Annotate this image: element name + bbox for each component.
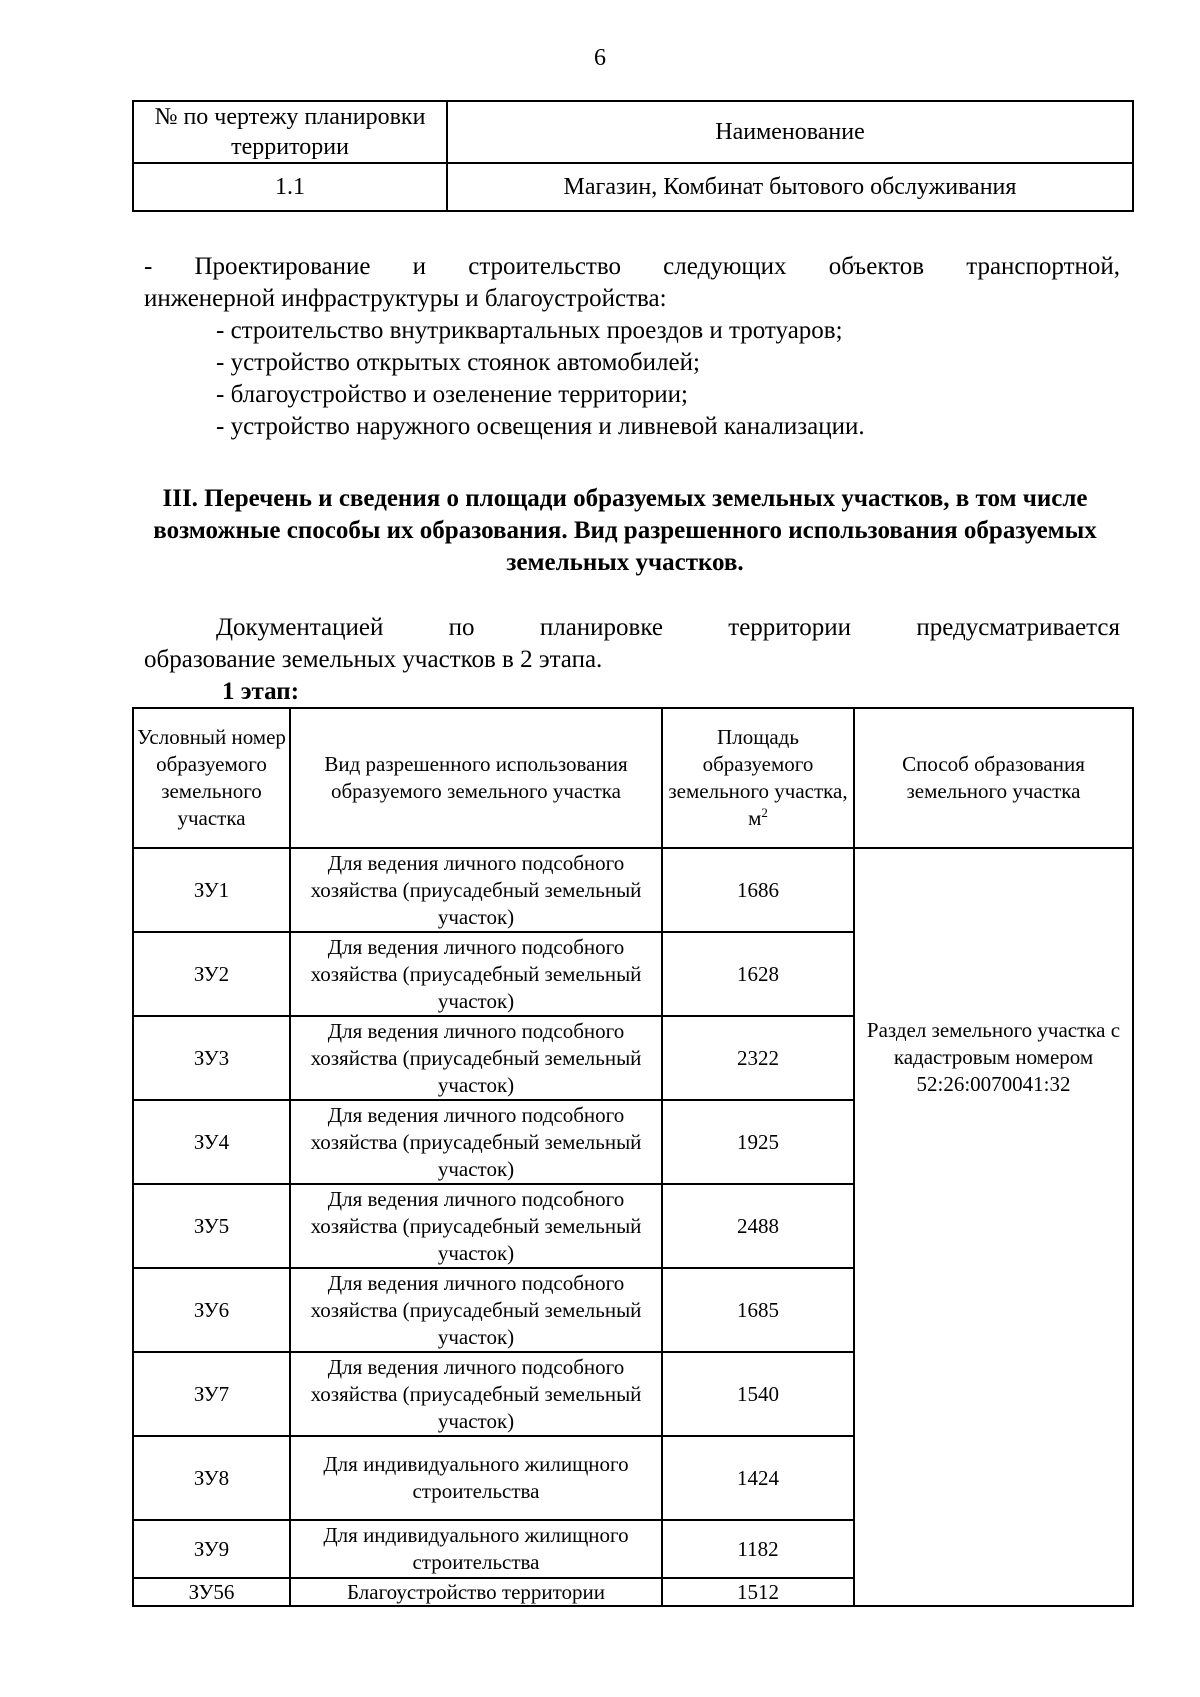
cell-plot-number: ЗУ56 [133, 1578, 290, 1606]
cell-permitted-use: Для ведения личного подсобного хозяйства (приусадебный земельный участок) [290, 1352, 662, 1436]
infrastructure-paragraph-line2: инженерной инфраструктуры и благоустройства: [144, 285, 667, 312]
objects-table [132, 100, 1134, 212]
cell-permitted-use: Для ведения личного подсобного хозяйства (приусадебный земельный участок) [290, 1268, 662, 1352]
cell-permitted-use: Для ведения личного подсобного хозяйства (приусадебный земельный участок) [290, 1100, 662, 1184]
cell-permitted-use: Для ведения личного подсобного хозяйства (приусадебный земельный участок) [290, 848, 662, 932]
cell-area: 1424 [662, 1436, 854, 1520]
objects-table-header [133, 101, 1133, 163]
cell-area: 2488 [662, 1184, 854, 1268]
header-plot-number: Условный номер образуемого земельного участка [133, 708, 290, 848]
cell-plot-number: ЗУ6 [133, 1268, 290, 1352]
cell-area: 1540 [662, 1352, 854, 1436]
header-area-unit: м [748, 806, 762, 830]
cell-permitted-use: Для индивидуального жилищного строительства [290, 1436, 662, 1520]
cell-area: 2322 [662, 1016, 854, 1100]
cell-plot-number: ЗУ9 [133, 1520, 290, 1578]
cell-plot-number: ЗУ8 [133, 1436, 290, 1520]
page-number: 6 [594, 45, 606, 71]
cell-area: 1628 [662, 932, 854, 1016]
cell-plot-number: ЗУ3 [133, 1016, 290, 1100]
cell-area: 1925 [662, 1100, 854, 1184]
cell-area: 1512 [662, 1578, 854, 1606]
section-heading: III. Перечень и сведения о площади образуемых земельных участков, в том числе возможные способы их образования. Вид разрешенного использования образуемых земельных участков. [153, 485, 1097, 576]
land-plots-table [132, 707, 1134, 1607]
cell-area: 1686 [662, 848, 854, 932]
infrastructure-list [216, 315, 1116, 443]
table-row [133, 848, 1133, 932]
cell-area: 1182 [662, 1520, 854, 1578]
header-area-text: Площадь образуемого земельного участка, [668, 725, 848, 803]
stages-paragraph-line2: образование земельных участков в 2 этапа. [144, 646, 603, 673]
cell-plot-number: ЗУ5 [133, 1184, 290, 1268]
list-item: - благоустройство и озеленение территории; [216, 381, 688, 408]
header-permitted-use: Вид разрешенного использования образуемого земельного участка [290, 708, 662, 848]
header-area-unit-power: 2 [761, 805, 768, 820]
cell-plot-number: ЗУ4 [133, 1100, 290, 1184]
header-area [662, 708, 854, 848]
table-row [133, 163, 1133, 211]
header-drawing-number: № по чертежу планировки территории [133, 101, 447, 163]
cell-permitted-use: Для ведения личного подсобного хозяйства (приусадебный земельный участок) [290, 1184, 662, 1268]
list-item: - устройство наружного освещения и ливневой канализации. [216, 413, 865, 440]
cell-permitted-use: Благоустройство территории [290, 1578, 662, 1606]
cell-permitted-use: Для индивидуального жилищного строительства [290, 1520, 662, 1578]
list-item: - строительство внутриквартальных проездов и тротуаров; [216, 317, 843, 344]
stages-paragraph [144, 612, 1120, 676]
header-name: Наименование [447, 101, 1133, 163]
stage-label: 1 этап: [222, 678, 300, 705]
infrastructure-paragraph-line1: - Проектирование и строительство следующих объектов транспортной, [144, 253, 1120, 280]
cell-plot-number: ЗУ2 [133, 932, 290, 1016]
cell-plot-number: ЗУ1 [133, 848, 290, 932]
cell-object-name: Магазин, Комбинат бытового обслуживания [447, 163, 1133, 211]
cell-formation-method: Раздел земельного участка с кадастровым номером 52:26:0070041:32 [854, 848, 1133, 1606]
land-plots-table-header [133, 708, 1133, 848]
stages-paragraph-line1: Документацией по планировке территории предусматривается [216, 614, 1120, 641]
cell-area: 1685 [662, 1268, 854, 1352]
cell-plot-number: ЗУ7 [133, 1352, 290, 1436]
cell-drawing-number: 1.1 [133, 163, 447, 211]
cell-permitted-use: Для ведения личного подсобного хозяйства (приусадебный земельный участок) [290, 932, 662, 1016]
list-item: - устройство открытых стоянок автомобилей; [216, 349, 700, 376]
cell-permitted-use: Для ведения личного подсобного хозяйства (приусадебный земельный участок) [290, 1016, 662, 1100]
header-formation-method: Способ образования земельного участка [854, 708, 1133, 848]
